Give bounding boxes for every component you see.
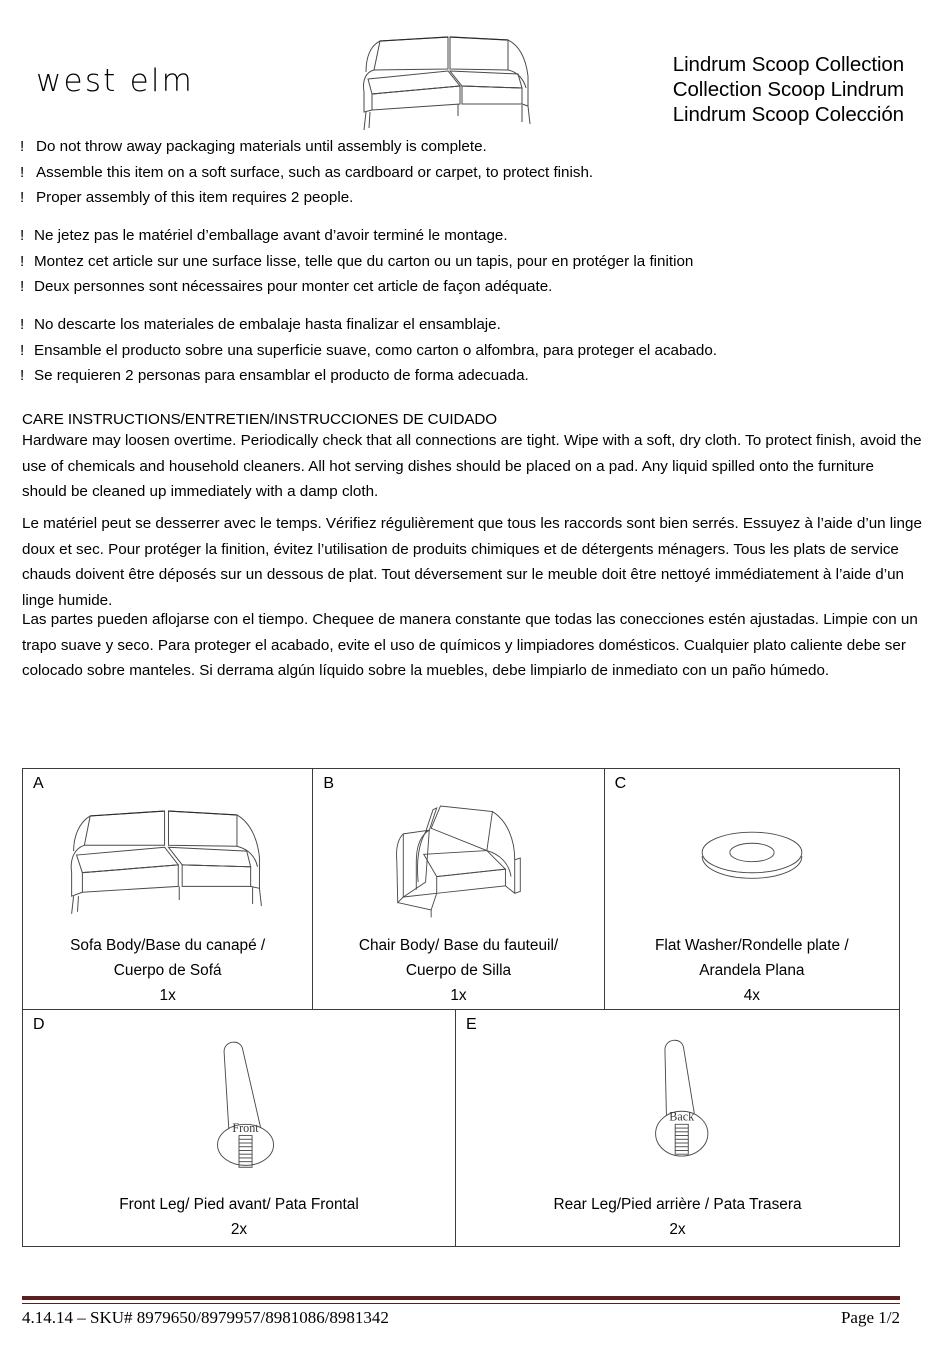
part-caption <box>547 1192 807 1217</box>
care-paragraph-french: Le matériel peut se desserrer avec le temps. Vérifiez régulièrement que tous les raccords sont bien serrés. Essuyez à l’aide d’un linge doux et sec. Pour protéger la finition, évitez l’utilisation de produits chimiques et de détergents ménagers. Tous les plats de service chauds doivent être déposés sur un dessous de plat. Tout déversement sur le meuble doit être nettoyé immédiatement à l’aide d’un linge humide. <box>22 515 922 609</box>
warning-item <box>20 338 930 364</box>
warning-bullet-icon: ! <box>20 189 25 206</box>
warning-text: Ensamble el producto sobre una superficie suave, como carton o alfombra, para proteger el acabado. <box>34 341 717 359</box>
warnings-english <box>20 134 930 211</box>
brand-logo: west elm <box>36 63 195 99</box>
warning-item <box>20 274 930 300</box>
warning-text: No descarte los materiales de embalaje hasta finalizar el ensamblaje. <box>34 316 501 333</box>
warnings-french <box>20 223 930 300</box>
footer-page-number: Page 1/2 <box>840 1308 900 1327</box>
warning-item <box>20 249 930 275</box>
part-caption-line1: Flat Washer/Rondelle plate / <box>655 937 849 954</box>
part-quantity: 2x <box>230 1221 248 1238</box>
front-leg-icon <box>23 1010 455 1192</box>
part-quantity: 1x <box>159 987 176 1004</box>
sofa-icon <box>352 24 542 132</box>
warning-item <box>20 223 930 249</box>
warning-bullet-icon: ! <box>20 163 25 181</box>
warning-text: Do not throw away packaging materials until assembly is complete. <box>36 138 487 155</box>
warning-text: Montez cet article sur une surface lisse, telle que du carton ou un tapis, pour en protéger la finition <box>34 252 694 270</box>
part-key-label: B <box>323 775 335 792</box>
footer-divider-thick <box>22 1296 900 1300</box>
warning-text: Assemble this item on a soft surface, such as cardboard or carpet, to protect finish. <box>36 163 594 181</box>
leg-orientation-label: Back <box>668 1109 694 1124</box>
warning-text: Proper assembly of this item requires 2 people. <box>36 189 354 206</box>
warning-item <box>20 160 930 186</box>
part-caption-line2: Arandela Plana <box>699 962 805 979</box>
rear-leg-icon <box>456 1010 899 1192</box>
warning-text: Se requieren 2 personas para ensamblar el producto de forma adecuada. <box>34 367 529 384</box>
footer-divider-thin <box>22 1303 900 1304</box>
part-caption-line1: Rear Leg/Pied arrière / Pata Trasera <box>553 1196 802 1213</box>
parts-table-row <box>23 769 899 1009</box>
warning-text: Deux personnes sont nécessaires pour monter cet article de façon adéquate. <box>34 278 553 295</box>
warning-item <box>20 312 930 338</box>
part-cell-a <box>23 769 312 1009</box>
care-paragraph-english: Hardware may loosen overtime. Periodically check that all connections are tight. Wipe with a soft, dry cloth. To protect finish, avoid the use of chemicals and household cleaners. All hot serving dishes should be placed on a pad. Any liquid spilled onto the furniture should be cleaned up immediately with a damp cloth. <box>22 432 922 500</box>
collection-title-block <box>673 52 904 127</box>
armchair-icon <box>313 769 603 933</box>
warning-bullet-icon: ! <box>20 316 25 333</box>
part-key-label: E <box>466 1016 477 1033</box>
part-caption-line1: Front Leg/ Pied avant/ Pata Frontal <box>119 1196 359 1213</box>
part-caption-line2: Cuerpo de Sofá <box>113 962 222 979</box>
part-quantity: 2x <box>669 1221 686 1238</box>
flat-washer-icon <box>605 769 899 933</box>
collection-title-en: Lindrum Scoop Collection <box>672 53 904 76</box>
part-caption <box>64 933 271 983</box>
part-cell-c <box>604 769 899 1009</box>
parts-list-table <box>22 768 900 1247</box>
part-caption-line2: Cuerpo de Silla <box>405 962 512 979</box>
part-caption <box>353 933 564 983</box>
warning-bullet-icon: ! <box>20 138 25 155</box>
warning-bullet-icon: ! <box>20 367 25 384</box>
part-quantity: 4x <box>743 987 760 1004</box>
part-cell-d <box>23 1010 455 1246</box>
warning-item <box>20 134 930 160</box>
care-instructions-heading: CARE INSTRUCTIONS/ENTRETIEN/INSTRUCCIONES DE CUIDADO <box>22 411 497 428</box>
collection-title-es: Lindrum Scoop Colección <box>672 103 904 126</box>
footer-revision-sku: 4.14.14 – SKU# 8979650/8979957/8981086/8981342 <box>22 1308 389 1327</box>
warning-text: Ne jetez pas le matériel d’emballage avant d’avoir terminé le montage. <box>34 227 508 244</box>
part-key-label: D <box>33 1016 45 1033</box>
leg-orientation-label: Front <box>232 1120 259 1135</box>
part-key-label: C <box>614 775 627 792</box>
part-key-label: A <box>33 775 44 792</box>
part-caption-line1: Sofa Body/Base du canapé / <box>70 937 266 954</box>
care-paragraph-spanish: Las partes pueden aflojarse con el tiempo. Chequee de manera constante que todas las conecciones estén ajustadas. Limpie con un trapo suave y seco. Para proteger el acabado, evite el uso de químicos y limpiadores domésticos. Cualquier plato caliente debe ser colocado sobre manteles. Si derrama algún líquido sobre la muebles, debe limpiarlo de inmediato con un paño húmedo. <box>22 611 918 679</box>
warning-bullet-icon: ! <box>20 341 25 359</box>
part-caption-line1: Chair Body/ Base du fauteuil/ <box>358 937 559 954</box>
warning-item <box>20 185 930 211</box>
part-caption <box>649 933 855 983</box>
part-quantity: 1x <box>450 987 467 1004</box>
collection-title-fr: Collection Scoop Lindrum <box>672 78 904 101</box>
sofa-icon <box>23 769 312 933</box>
part-cell-b <box>312 769 603 1009</box>
warning-bullet-icon: ! <box>20 252 25 270</box>
warnings-spanish <box>20 312 930 389</box>
warning-bullet-icon: ! <box>20 227 25 244</box>
part-cell-e <box>455 1010 899 1246</box>
page-header <box>0 0 950 125</box>
parts-table-row <box>23 1009 899 1246</box>
part-caption <box>113 1192 365 1217</box>
warning-item <box>20 363 930 389</box>
page-footer <box>22 1308 900 1328</box>
warning-bullet-icon: ! <box>20 278 25 295</box>
